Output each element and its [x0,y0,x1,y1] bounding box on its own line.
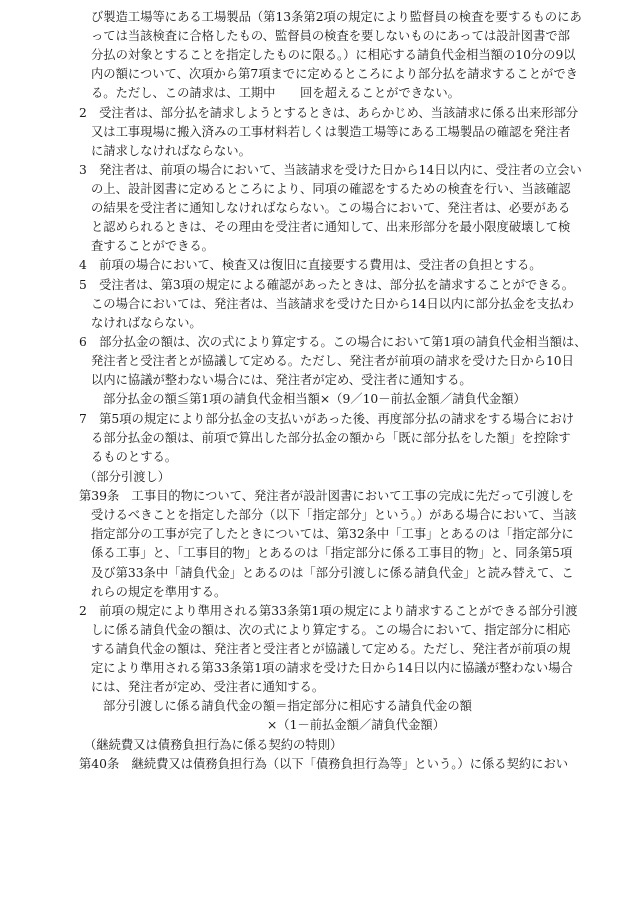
formula-line: 部分引渡しに係る請負代金の額＝指定部分に相応する請負代金の額 [103,699,472,713]
article-40-line: 第40条 継続費又は債務負担行為（以下「債務負担行為等」という。）に係る契約におい [79,757,569,771]
clause-7-line: 7 第5項の規定により部分払金の支払いがあった後、再度部分払の請求をする場合におけ [79,412,575,426]
formula-line: 部分払金の額≦第1項の請負代金相当額×（9／10－前払金額／請負代金額） [103,392,526,406]
paragraph-line: 内の額について、次項から第7項までに定めるところにより部分払を請求することができ [91,67,578,81]
clause-3-line: 3 発注者は、前項の場合において、当該請求を受けた日から14日以内に、受注者の立会い [79,163,582,177]
article-39-line: 受けるべきことを指定した部分（以下「指定部分」という。）がある場合において、当該 [91,508,577,522]
article-39-clause-2-line: 2 前項の規定により準用される第33条第1項の規定により請求することができる部分引渡 [79,604,578,618]
clause-2-line: に請求しなければならない。 [91,144,251,158]
clause-6-line: 発注者と受注者とが協議して定める。ただし、発注者が前項の請求を受けた日から10日 [91,354,574,368]
clause-3-line: と認められるときは、その理由を受注者に通知して、出来形部分を最小限度破壊して検 [91,220,571,234]
clause-6-line: 6 部分払金の額は、次の式により算定する。この場合において第1項の請負代金相当額は、 [79,335,587,349]
clause-3-line: 査することができる。 [91,239,214,253]
article-39-clause-2-line: する請負代金の額は、発注者と受注者とが協議して定める。ただし、発注者が前項の規 [91,642,571,656]
clause-6-line: 以内に協議が整わない場合には、発注者が定め、受注者に通知する。 [91,373,472,387]
article-39-clause-2-line: には、発注者が定め、受注者に通知する。 [91,680,325,694]
article-39-line: 係る工事」と、「工事目的物」とあるのは「指定部分に係る工事目的物」と、同条第5項 [91,546,573,560]
article-39-clause-2-line: 定により準用される第33条第1項の請求を受けた日から14日以内に協議が整わない場合 [91,661,573,675]
formula-line: ×（1－前払金額／請負代金額） [267,718,445,732]
article-39-line: 指定部分の工事が完了したときについては、第32条中「工事」とあるのは「指定部分に [91,527,574,541]
clause-7-line: る部分払金の額は、前項で算出した部分払金の額から「既に部分払をした額」を控除す [91,431,571,445]
section-heading: （部分引渡し） [84,470,171,484]
section-heading: （継続費又は債務負担行為に係る契約の特則） [84,738,343,752]
paragraph-line: び製造工場等にある工場製品（第13条第2項の規定により監督員の検査を要するものにあ [91,10,582,24]
paragraph-line: 分払の対象とすることを指定したものに限る。）に相応する請負代金相当額の10分の9以 [91,48,576,62]
clause-5-line: なければならない。 [91,316,202,330]
clause-3-line: の上、設計図書に定めるところにより、同項の確認をするための検査を行い、当該確認 [91,182,571,196]
clause-5-line: この場合においては、発注者は、当該請求を受けた日から14日以内に部分払金を支払わ [91,297,574,311]
clause-5-line: 5 受注者は、第3項の規定による確認があったときは、部分払を請求することができる。 [79,278,575,292]
clause-3-line: の結果を受注者に通知しなければならない。この場合において、発注者は、必要がある [91,201,571,215]
article-39-line: 及び第33条中「請負代金」とあるのは「部分引渡しに係る請負代金」と読み替えて、こ [91,566,574,580]
article-39-clause-2-line: しに係る請負代金の額は、次の式により算定する。この場合において、指定部分に相応 [91,623,571,637]
clause-2-line: 又は工事現場に搬入済みの工事材料若しくは製造工場等にある工場製品の確認を発注者 [91,125,571,139]
clause-7-line: るものとする。 [91,450,178,464]
clause-2-line: 2 受注者は、部分払を請求しようとするときは、あらかじめ、当該請求に係る出来形部分 [79,106,579,120]
article-39-line: れらの規定を準用する。 [91,585,227,599]
clause-4-line: 4 前項の場合において、検査又は復旧に直接要する費用は、受注者の負担とする。 [79,258,542,272]
paragraph-line: っては当該検査に合格したもの、監督員の検査を要しないものにあっては設計図書で部 [91,29,570,43]
paragraph-line: る。ただし、この請求は、工期中 回を超えることができない。 [91,86,460,100]
article-39-line: 第39条 工事目的物について、発注者が設計図書において工事の完成に先だって引渡しを [79,489,574,503]
